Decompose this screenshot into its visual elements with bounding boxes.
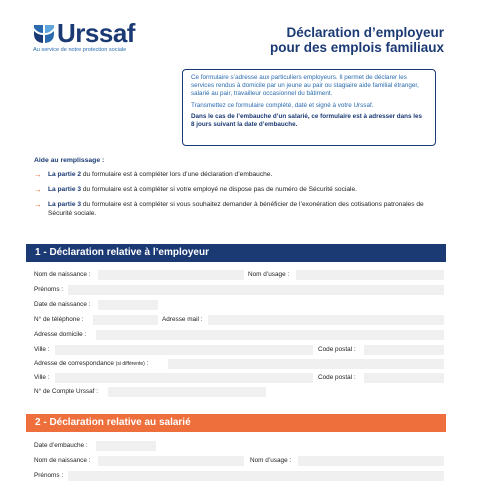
label-ville-correspondance: Ville : (34, 374, 50, 381)
label-si-differente: (si différente) (115, 361, 145, 367)
arrow-right-icon: → (34, 200, 42, 209)
input-employeur-ville-correspondance[interactable] (55, 373, 313, 383)
document-title-line2: pour des emplois familiaux (269, 40, 444, 55)
input-employeur-adresse-correspondance[interactable] (168, 359, 444, 369)
label-nom-naissance: Nom de naissance : (34, 271, 91, 278)
label-ville: Ville : (34, 346, 50, 353)
info-paragraph-3: Dans le cas de l’embauche d’un salarié, ce formulaire est à adresser dans les 8 jours suivant la date d’embauche. (191, 112, 422, 129)
label-salarie-prenoms: Prénoms : (34, 472, 64, 479)
label-adresse-domicile: Adresse domicile : (34, 331, 87, 338)
section-salarie-title: 2 - Déclaration relative au salarié (26, 414, 446, 432)
document-title (270, 25, 444, 55)
label-code-postal-correspondance: Code postal : (318, 374, 356, 381)
label-salarie-nom-naissance: Nom de naissance : (34, 457, 91, 464)
label-date-naissance: Date de naissance : (34, 301, 91, 308)
aide-item (34, 200, 446, 218)
input-employeur-compte-urssaf[interactable] (108, 387, 266, 397)
input-employeur-adresse-domicile[interactable] (96, 330, 444, 340)
aide-item-bold: La partie 3 (48, 186, 81, 193)
label-adresse-correspondance (34, 360, 148, 368)
input-employeur-adresse-mail[interactable] (208, 315, 444, 325)
aide-item-text: du formulaire est à compléter si vous souhaitez demander à bénéficier de l’exonération des cotisations patronales de Sécurité sociale. (48, 201, 424, 217)
input-salarie-nom-naissance[interactable] (98, 456, 244, 466)
label-adresse-correspondance-text: Adresse de correspondance (34, 360, 114, 367)
label-adresse-mail: Adresse mail : (162, 316, 203, 323)
label-salarie-nom-usage: Nom d’usage : (250, 457, 292, 464)
aide-item (34, 185, 446, 194)
input-employeur-nom-naissance[interactable] (98, 270, 244, 280)
aide-title: Aide au remplissage : (34, 157, 105, 164)
aide-list (34, 170, 446, 224)
label-compte-urssaf: N° de Compte Urssaf : (34, 388, 98, 395)
arrow-right-icon: → (34, 185, 42, 194)
input-employeur-ville[interactable] (55, 345, 313, 355)
input-employeur-date-naissance[interactable] (98, 300, 158, 310)
info-paragraph-1: Ce formulaire s’adresse aux particuliers employeurs. Il permet de déclarer les services rendus à domicile par un jeune au pair ou stagiaire aide familial étranger, salarié au pair, travailleur occasionnel du bâtiment. (191, 74, 419, 98)
input-employeur-telephone[interactable] (93, 315, 158, 325)
input-employeur-nom-usage[interactable] (296, 270, 444, 280)
brand-tagline: Au service de notre protection sociale (33, 47, 127, 53)
input-salarie-date-embauche[interactable] (96, 441, 156, 451)
aide-item (34, 170, 446, 179)
label-colon: : (144, 360, 149, 367)
label-date-embauche: Date d’embauche : (34, 442, 88, 449)
aide-item-bold: La partie 3 (48, 201, 81, 208)
aide-item-text: du formulaire est à compléter lors d’une déclaration d’embauche. (80, 171, 273, 178)
section-employeur-title: 1 - Déclaration relative à l’employeur (26, 244, 446, 262)
input-employeur-prenoms[interactable] (68, 285, 444, 295)
brand-name: Urssaf (57, 18, 135, 48)
input-employeur-code-postal[interactable] (364, 345, 444, 355)
label-nom-usage: Nom d’usage : (248, 271, 290, 278)
urssaf-logo-icon (33, 22, 55, 44)
info-box (182, 69, 436, 146)
label-prenoms: Prénoms : (34, 286, 64, 293)
input-salarie-nom-usage[interactable] (298, 456, 444, 466)
input-employeur-code-postal-correspondance[interactable] (364, 373, 444, 383)
aide-item-bold: La partie 2 (48, 171, 81, 178)
label-telephone: N° de téléphone : (34, 316, 84, 323)
info-paragraph-2: Transmettez ce formulaire complété, daté et signé à votre Urssaf. (191, 101, 374, 109)
document-title-line1: Déclaration d’employeur (286, 25, 444, 40)
arrow-right-icon: → (34, 170, 42, 179)
aide-item-text: du formulaire est à compléter si votre employé ne dispose pas de numéro de Sécurité sociale. (80, 186, 357, 193)
label-code-postal: Code postal : (318, 346, 356, 353)
